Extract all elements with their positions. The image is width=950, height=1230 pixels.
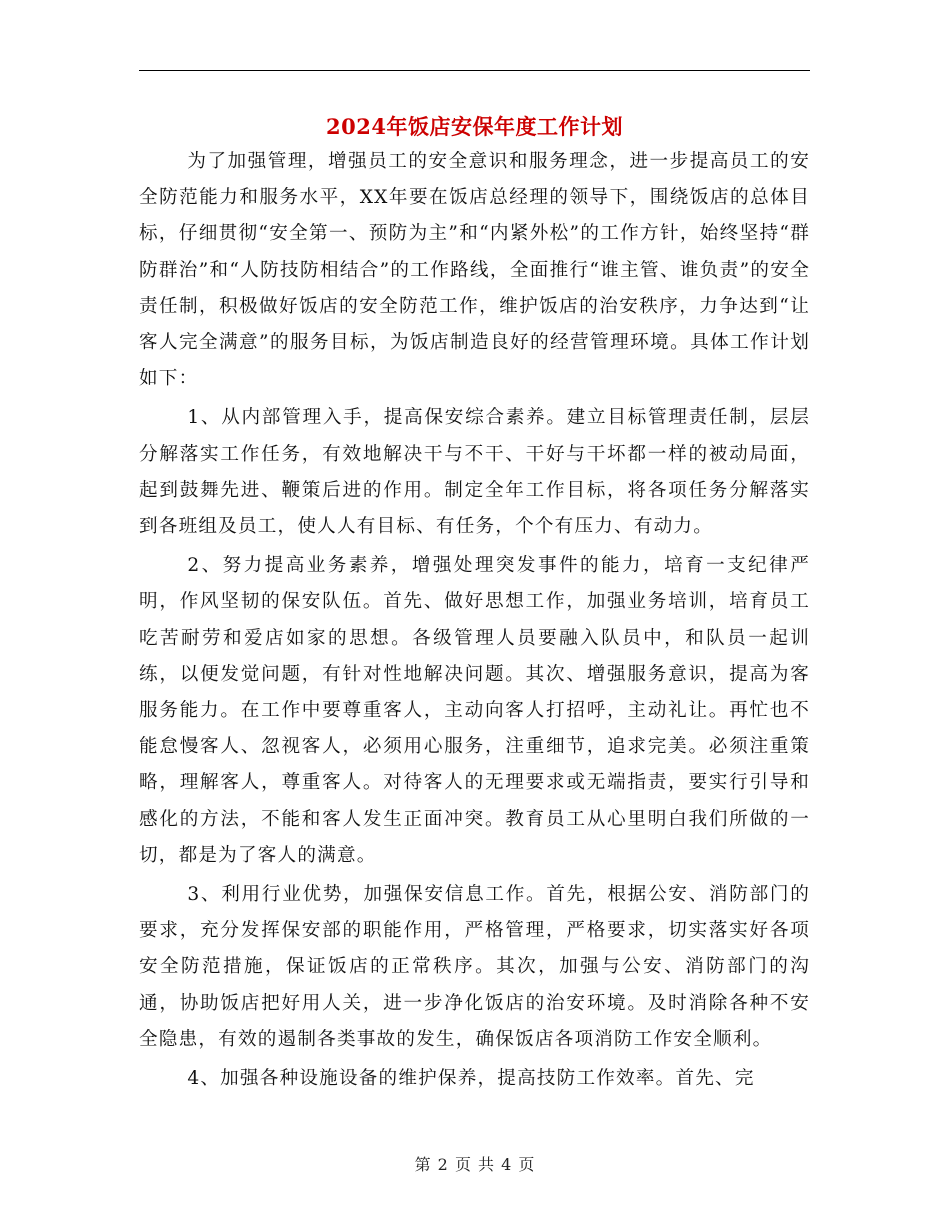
page-number-footer: 第 2 页 共 4 页 (414, 1155, 536, 1174)
document-title: 2024年饭店安保年度工作计划 (326, 114, 623, 139)
paragraph-item-1: 1、从内部管理入手，提高保安综合素养。建立目标管理责任制，层层分解落实工作任务，有效地解决干与不干、干好与干坏都一样的被动局面，起到鼓舞先进、鞭策后进的作用。制定全年工作目标，将各项任务分解落实到各班组及员工，使人人有目标、有任务，个个有压力、有动力。 (139, 407, 810, 538)
paragraph-item-2: 2、努力提高业务素养，增强处理突发事件的能力，培育一支纪律严明，作风坚韧的保安队伍。首先、做好思想工作，加强业务培训，培育员工吃苦耐劳和爱店如家的思想。各级管理人员要融入队员中，和队员一起训练，以便发觉问题，有针对性地解决问题。其次、增强服务意识，提高为客服务能力。在工作中要尊重客人，主动向客人打招呼，主动礼让。再忙也不能怠慢客人、忽视客人，必须用心服务，注重细节，追求完美。必须注重策略，理解客人，尊重客人。对待客人的无理要求或无端指责，要实行引导和感化的方法，不能和客人发生正面冲突。教育员工从心里明白我们所做的一切，都是为了客人的满意。 (139, 555, 810, 866)
paragraph-item-3: 3、利用行业优势，加强保安信息工作。首先，根据公安、消防部门的要求，充分发挥保安部的职能作用，严格管理，严格要求，切实落实好各项安全防范措施，保证饭店的正常秩序。其次，加强与公安、消防部门的沟通，协助饭店把好用人关，进一步净化饭店的治安环境。及时消除各种不安全隐患，有效的遏制各类事故的发生，确保饭店各项消防工作安全顺利。 (139, 884, 810, 1050)
document-body (139, 144, 810, 1097)
paragraph-intro: 为了加强管理，增强员工的安全意识和服务理念，进一步提高员工的安全防范能力和服务水平，XX年要在饭店总经理的领导下，围绕饭店的总体目标，仔细贯彻“安全第一、预防为主”和“内紧外松”的工作方针，始终坚持“群防群治”和“人防技防相结合”的工作路线，全面推行“谁主管、谁负责”的安全责任制，积极做好饭店的安全防范工作，维护饭店的治安秩序，力争达到“让客人完全满意”的服务目标，为饭店制造良好的经营管理环境。具体工作计划如下： (139, 151, 810, 390)
paragraph-item-4: 4、加强各种设施设备的维护保养，提高技防工作效率。首先、完 (187, 1068, 755, 1090)
header-rule (139, 70, 810, 71)
